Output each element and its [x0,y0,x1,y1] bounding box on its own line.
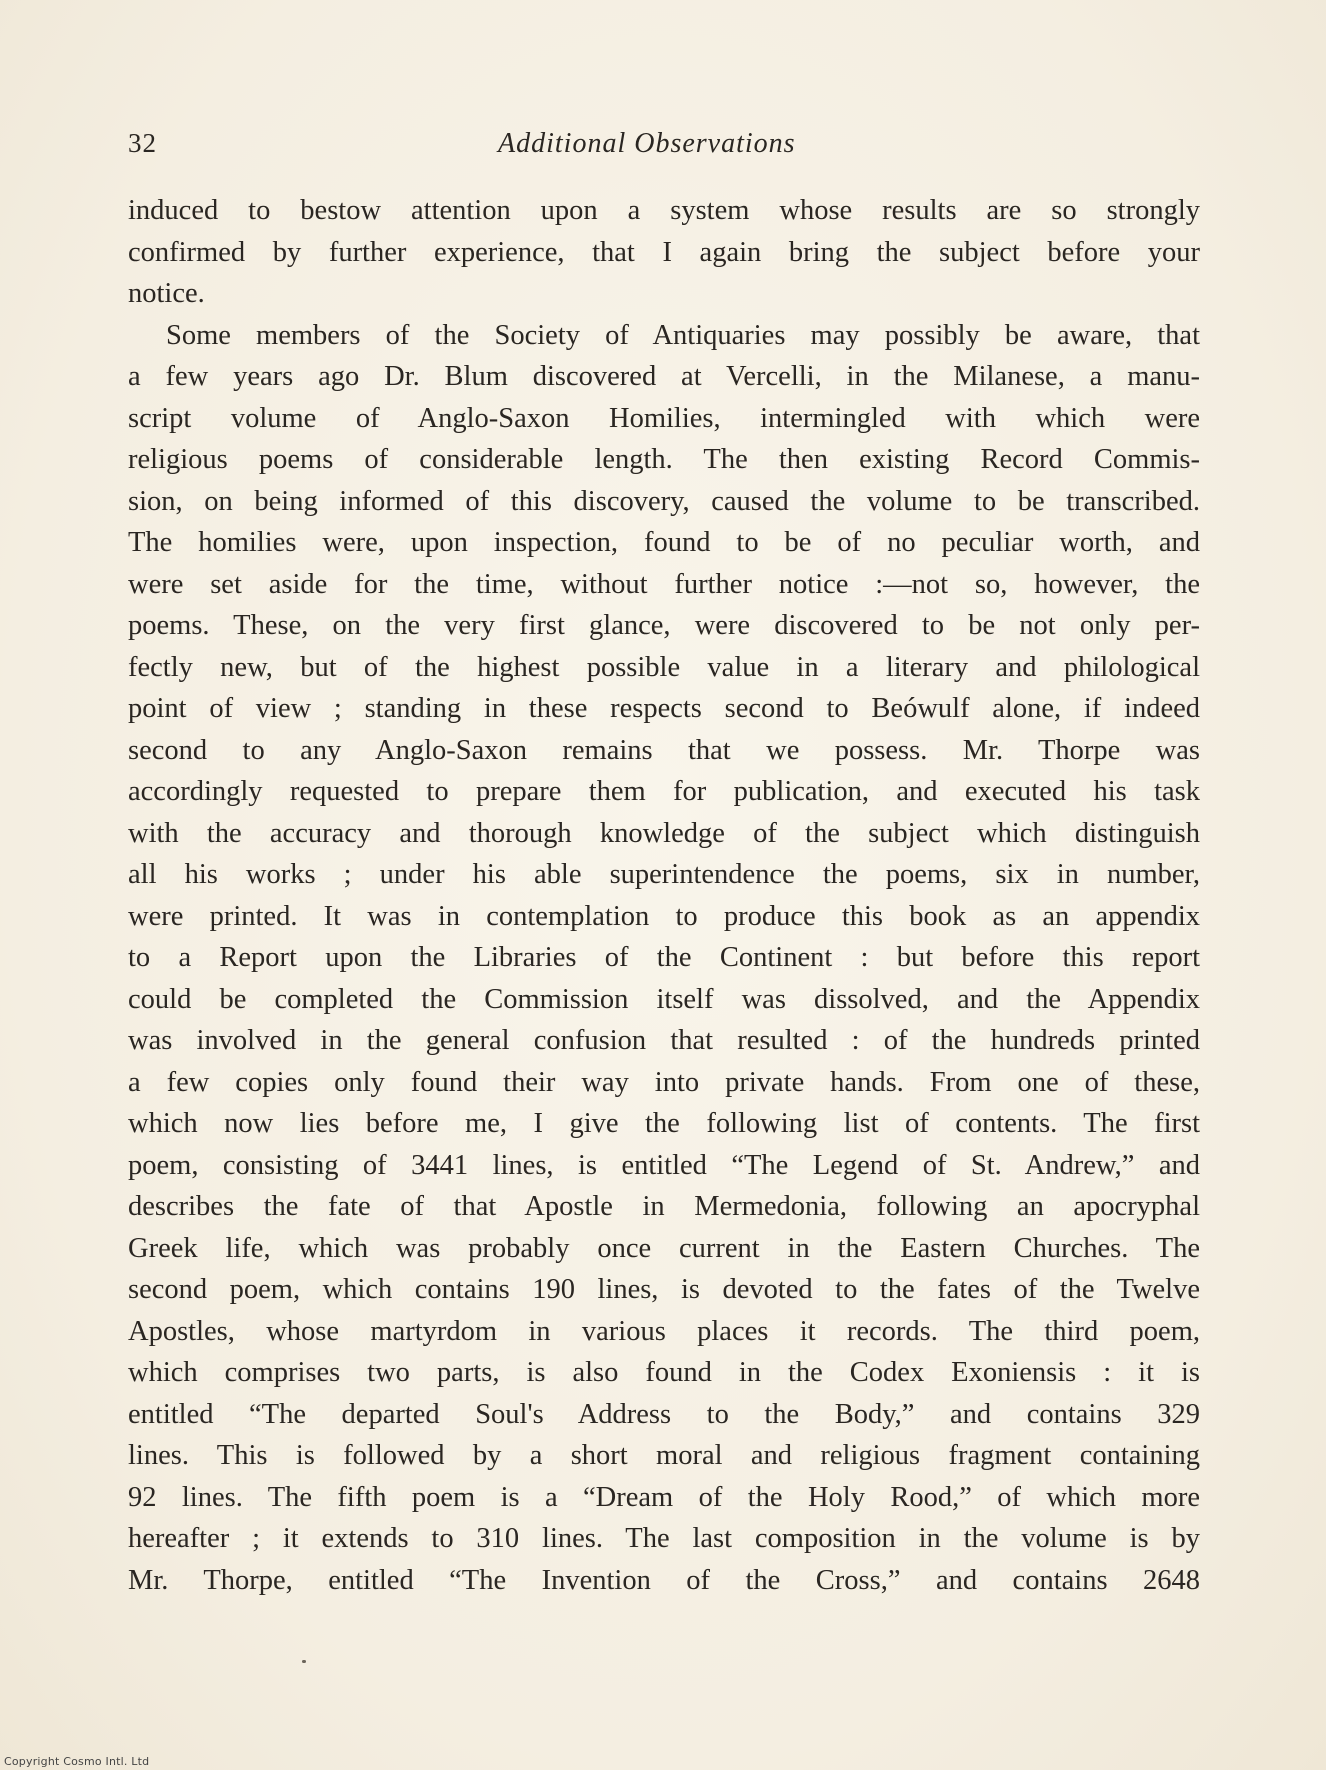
text-line: second to any Anglo-Saxon remains that we possess. Mr. Thorpe was [128,734,1200,766]
text-line: all his works ; under his able superintendence the poems, six in number, [128,859,1200,890]
text-line: point of view ; standing in these respects second to Beówulf alone, if indeed [128,693,1200,724]
text-line: notice. [128,278,205,309]
text-line: Mr. Thorpe, entitled “The Invention of the Cross,” and contains 2648 [128,1564,1200,1596]
text-line: accordingly requested to prepare them for publication, and executed his task [128,776,1200,807]
text-line: a few years ago Dr. Blum discovered at Vercelli, in the Milanese, a manu- [128,361,1200,392]
text-line: poem, consisting of 3441 lines, is entitled “The Legend of St. Andrew,” and [128,1149,1200,1181]
text-line: were set aside for the time, without further notice :—not so, however, the [128,568,1200,600]
text-line: could be completed the Commission itself was dissolved, and the Appendix [128,983,1200,1015]
text-line: second poem, which contains 190 lines, is devoted to the fates of the Twelve [128,1274,1200,1305]
text-line: entitled “The departed Soul's Address to the Body,” and contains 329 [128,1398,1200,1430]
text-line: sion, on being informed of this discovery, caused the volume to be transcribed. [128,485,1200,517]
text-line: religious poems of considerable length. The then existing Record Commis- [128,444,1200,475]
text-line: describes the fate of that Apostle in Mermedonia, following an apocryphal [128,1191,1200,1222]
body-text [128,190,1200,1601]
text-line: to a Report upon the Libraries of the Continent : but before this report [128,942,1200,973]
text-line: with the accuracy and thorough knowledge of the subject which distinguish [128,817,1200,849]
text-line: Some members of the Society of Antiquaries may possibly be aware, that [166,319,1200,351]
text-line: script volume of Anglo-Saxon Homilies, intermingled with which were [128,402,1200,434]
text-line: was involved in the general confusion that resulted : of the hundreds printed [128,1025,1200,1056]
text-line: hereafter ; it extends to 310 lines. The last composition in the volume is by [128,1523,1200,1554]
page-number: 32 [128,128,157,158]
text-line: a few copies only found their way into private hands. From one of these, [128,1066,1200,1098]
text-line: Greek life, which was probably once current in the Eastern Churches. The [128,1232,1200,1264]
text-line: induced to bestow attention upon a system whose results are so strongly [128,195,1200,226]
text-line: were printed. It was in contemplation to produce this book as an appendix [128,900,1200,932]
text-line: Apostles, whose martyrdom in various places it records. The third poem, [128,1315,1200,1347]
text-line: poems. These, on the very first glance, were discovered to be not only per- [128,610,1200,641]
text-line: confirmed by further experience, that I again bring the subject before your [128,236,1200,268]
text-line: The homilies were, upon inspection, found to be of no peculiar worth, and [128,527,1200,558]
running-head: Additional Observations [498,128,796,159]
text-line: which now lies before me, I give the following list of contents. The first [128,1108,1200,1139]
paper-speck [302,1660,306,1663]
copyright-watermark: Copyright Cosmo Intl. Ltd [4,1755,150,1768]
page-header [128,128,1208,168]
text-line: 92 lines. The fifth poem is a “Dream of the Holy Rood,” of which more [128,1481,1200,1513]
text-line: which comprises two parts, is also found in the Codex Exoniensis : it is [128,1357,1200,1388]
text-line: fectly new, but of the highest possible value in a literary and philological [128,651,1200,683]
text-line: lines. This is followed by a short moral and religious fragment containing [128,1440,1200,1471]
